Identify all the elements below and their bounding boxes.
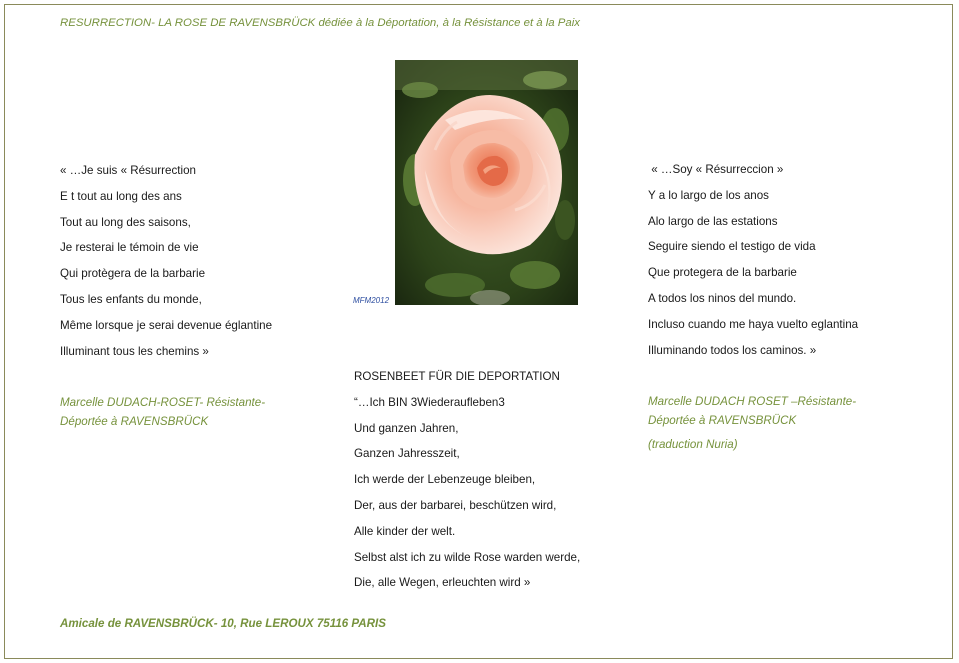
poem-line: Seguire siendo el testigo de vida	[648, 240, 816, 254]
photo-credit: MFM2012	[353, 296, 390, 305]
poem-line: « …Soy « Résurreccion »	[648, 163, 784, 176]
poem-line: Ganzen Jahresszeit,	[354, 447, 460, 461]
poem-line: Tous les enfants du monde,	[60, 292, 202, 306]
poem-line: E t tout au long des ans	[60, 189, 182, 203]
poem-line: « …Je suis « Résurrection	[60, 164, 196, 177]
poem-line: A todos los ninos del mundo.	[648, 291, 797, 305]
poem-line: Même lorsque je serai devenue églantine	[60, 318, 273, 332]
french-signature	[60, 393, 265, 431]
poem-line: Selbst alst ich zu wilde Rose warden werde,	[354, 550, 581, 564]
footer-address: Amicale de RAVENSBRÜCK- 10, Rue LEROUX 75116 PARIS	[60, 617, 387, 630]
poem-line: Qui protègera de la barbarie	[60, 267, 206, 281]
french-poem	[60, 164, 272, 370]
rose-photo	[395, 60, 578, 305]
page-title: RESURRECTION- LA ROSE DE RAVENSBRÜCK dédiée à la Déportation, à la Résistance et à la Paix	[60, 17, 580, 29]
poem-line: Illuminando todos los caminos. »	[648, 343, 817, 357]
poem-line: Y a lo largo de los anos	[648, 188, 769, 202]
german-poem-title: ROSENBEET FÜR DIE DEPORTATION	[354, 370, 560, 383]
poem-line: “…Ich BIN 3Wiederaufleben3	[354, 395, 505, 409]
poem-line: Je resterai le témoin de vie	[60, 241, 199, 255]
poem-line: Alo largo de las estations	[648, 214, 778, 228]
poem-line: Incluso cuando me haya vuelto eglantina	[648, 317, 859, 331]
poem-line: Que protegera de la barbarie	[648, 266, 797, 280]
translation-credit: (traduction Nuria)	[648, 438, 738, 451]
rose-image	[395, 60, 578, 305]
poem-line: Ich werde der Lebenzeuge bleiben,	[354, 473, 536, 487]
signature-line: Déportée à RAVENSBRÜCK	[648, 414, 797, 427]
poem-line: Alle kinder der welt.	[354, 524, 456, 538]
spanish-poem	[648, 163, 858, 369]
poem-line: Die, alle Wegen, erleuchten wird »	[354, 576, 531, 590]
poem-line: Der, aus der barbarei, beschützen wird,	[354, 498, 557, 512]
signature-line: Marcelle DUDACH-ROSET- Résistante-	[60, 396, 266, 409]
signature-line: Marcelle DUDACH ROSET –Résistante-	[648, 395, 857, 408]
poem-line: Und ganzen Jahren,	[354, 421, 459, 435]
german-poem	[354, 370, 580, 602]
poem-line: Illuminant tous les chemins »	[60, 344, 209, 358]
poem-line: Tout au long des saisons,	[60, 215, 191, 229]
spanish-signature	[648, 392, 856, 454]
signature-line: Déportée à RAVENSBRÜCK	[60, 415, 209, 428]
